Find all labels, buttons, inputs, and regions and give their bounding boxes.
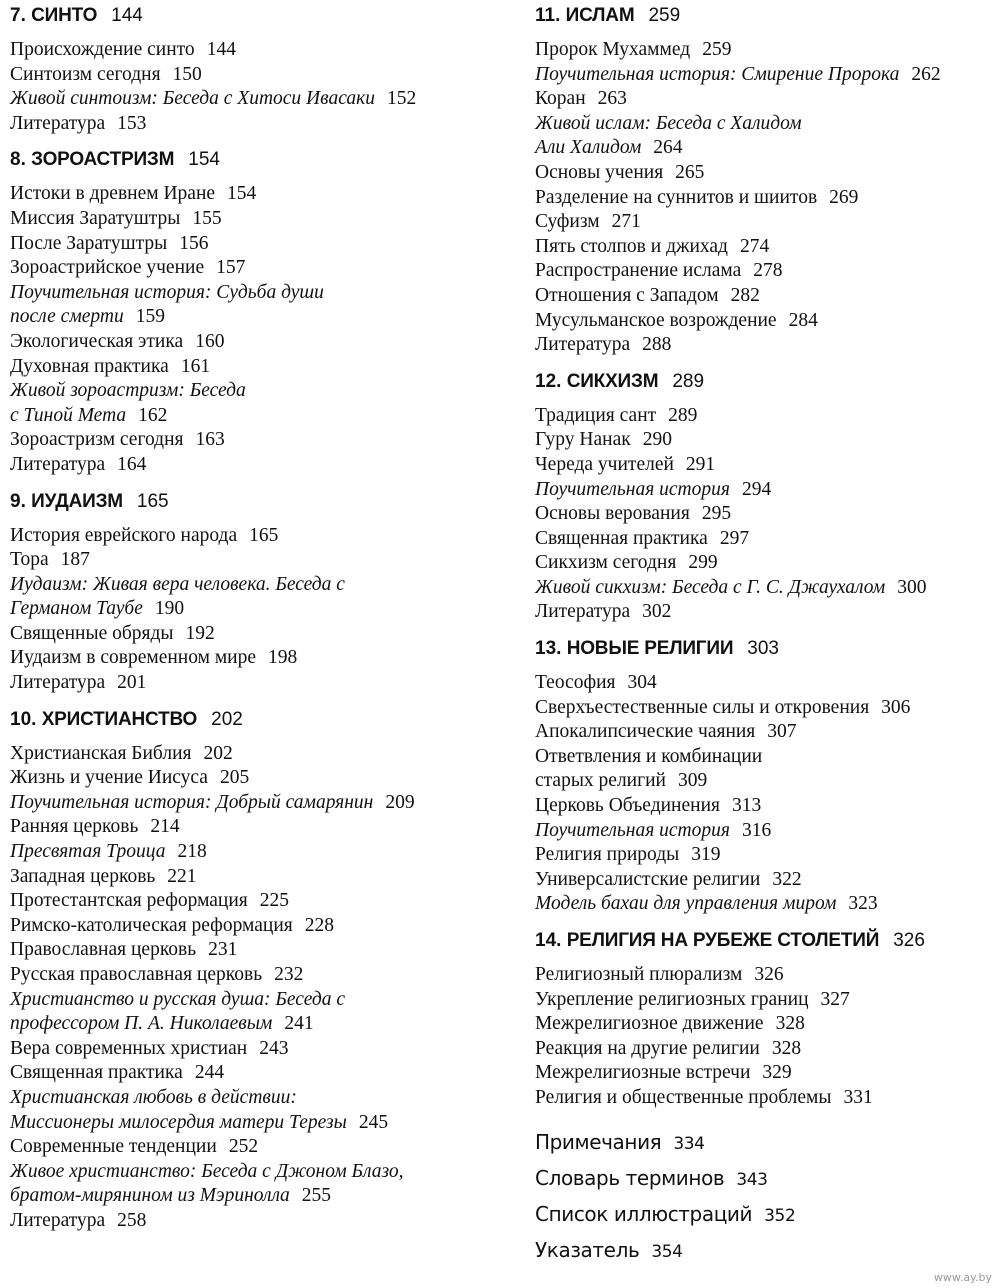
entry-page: 245 <box>358 1111 389 1133</box>
toc-entry <box>535 112 995 137</box>
toc-entry <box>535 696 995 721</box>
section-page: 326 <box>893 930 925 951</box>
watermark: www.ay.by <box>933 1271 992 1284</box>
toc-entry <box>10 815 510 840</box>
section-heading <box>10 486 510 514</box>
entry-page: 319 <box>691 844 721 866</box>
toc-entry <box>10 256 510 281</box>
entry-page: 327 <box>820 988 850 1010</box>
entry-page: 164 <box>117 453 147 475</box>
entry-title: История еврейского народа <box>10 524 238 546</box>
entry-title: Литература <box>10 453 106 475</box>
entry-title: Римско-католическая реформация <box>10 914 293 936</box>
entry-title: Реакция на другие религии <box>535 1037 760 1059</box>
toc-entry <box>535 38 995 63</box>
entry-title: Христианская Библия <box>10 742 192 764</box>
entry-title: Священная практика <box>10 1062 183 1084</box>
entry-title: Сверхъестественные силы и откровения <box>535 696 870 718</box>
entry-title: Литература <box>10 112 106 134</box>
entry-page: 155 <box>192 207 222 229</box>
toc-entry <box>10 1086 510 1111</box>
toc-entry <box>10 1111 510 1136</box>
section-heading <box>535 0 995 28</box>
extra-title: Примечания <box>535 1129 662 1154</box>
entry-title: Литература <box>10 1209 106 1231</box>
entry-title: Пророк Мухаммед <box>535 39 691 60</box>
entry-page: 328 <box>775 1013 805 1035</box>
entry-title: с Тиной Мета <box>10 404 127 426</box>
toc-entry <box>535 720 995 745</box>
entry-title: Иудаизм: Живая вера человека. Беседа с <box>10 573 345 595</box>
toc-section <box>535 0 995 358</box>
toc-entry <box>535 136 995 161</box>
toc-section <box>535 633 995 917</box>
entry-page: 289 <box>668 404 698 426</box>
toc-entry <box>10 1135 510 1160</box>
entry-title: Коран <box>535 88 586 110</box>
entry-page: 300 <box>897 576 927 598</box>
entry-page: 265 <box>675 161 705 183</box>
entry-title: Миссионеры милосердия матери Терезы <box>10 1111 347 1133</box>
entry-page: 209 <box>385 791 415 813</box>
toc-entry <box>535 210 995 235</box>
entry-title: Межрелигиозное движение <box>535 1013 764 1035</box>
entry-title: Суфизм <box>535 211 600 233</box>
entry-title: Экологическая этика <box>10 330 184 352</box>
entry-page: 252 <box>228 1136 259 1158</box>
entry-title: Апокалипсические чаяния <box>535 721 756 743</box>
entry-title: Современные тенденции <box>10 1136 217 1158</box>
toc-entry <box>10 840 510 865</box>
entry-page: 271 <box>611 211 641 233</box>
entry-title: Западная церковь <box>10 865 156 887</box>
section-title: СИНТО <box>31 5 98 26</box>
entry-page: 201 <box>117 672 147 694</box>
entry-page: 156 <box>179 232 209 254</box>
entry-title: Протестантская реформация <box>10 890 248 912</box>
toc-entry <box>10 112 510 137</box>
entry-title: Поучительная история: Смирение Пророка <box>535 63 900 85</box>
extra-title: Указатель <box>535 1237 640 1262</box>
entry-page: 205 <box>219 767 250 789</box>
entry-title: Поучительная история: Судьба души <box>10 281 324 303</box>
entry-page: 241 <box>284 1013 314 1035</box>
toc-extra-entry <box>535 1197 995 1233</box>
entry-title: Религия и общественные проблемы <box>535 1086 832 1108</box>
entry-title: Живой сикхизм: Беседа с Г. С. Джаухалом <box>535 576 886 598</box>
toc-entry <box>10 305 510 330</box>
section-entries <box>535 963 995 1111</box>
entry-page: 165 <box>249 524 279 546</box>
toc-right-column <box>535 0 995 1269</box>
entry-title: Основы учения <box>535 161 664 183</box>
entry-title: Ранняя церковь <box>10 816 139 838</box>
entry-page: 214 <box>150 816 180 838</box>
entry-title: После Заратуштры <box>10 232 168 254</box>
toc-entry <box>535 843 995 868</box>
entry-title: Гуру Нанак <box>535 429 631 451</box>
entry-page: 307 <box>767 721 797 743</box>
toc-extra-entry <box>535 1125 995 1161</box>
entry-title: Универсалистские религии <box>535 868 761 890</box>
section-number: 10. <box>10 708 37 730</box>
entry-page: 258 <box>117 1209 147 1231</box>
entry-page: 269 <box>829 186 859 208</box>
toc-entry <box>10 428 510 453</box>
entry-title: Православная церковь <box>10 939 197 961</box>
toc-entry <box>10 38 510 63</box>
toc-entry <box>10 914 510 939</box>
toc-entry <box>10 597 510 622</box>
entry-title: Происхождение синто <box>10 39 195 60</box>
entry-page: 160 <box>195 330 225 352</box>
extra-title: Словарь терминов <box>535 1165 725 1190</box>
entry-page: 259 <box>702 39 732 60</box>
entry-title: Миссия Заратуштры <box>10 207 181 229</box>
toc-entry <box>10 1061 510 1086</box>
toc-entry <box>10 963 510 988</box>
toc-entry <box>535 1037 995 1062</box>
entry-page: 202 <box>203 742 233 764</box>
entry-title: Церковь Объединения <box>535 795 720 817</box>
toc-entry <box>535 794 995 819</box>
entry-title: Основы верования <box>535 503 690 525</box>
entry-title: Череда учителей <box>535 453 674 475</box>
entry-page: 243 <box>259 1037 289 1059</box>
toc-entry <box>10 330 510 355</box>
entry-page: 144 <box>206 39 236 60</box>
toc-section <box>10 144 510 477</box>
toc-entry <box>535 259 995 284</box>
toc-entry <box>10 646 510 671</box>
entry-title: Поучительная история: Добрый самарянин <box>10 791 374 813</box>
toc-entry <box>10 865 510 890</box>
toc-entry <box>535 404 995 429</box>
section-entries <box>10 182 510 477</box>
toc-entry <box>10 182 510 207</box>
toc-left-column <box>10 0 510 1242</box>
entry-title: Укрепление религиозных границ <box>535 988 809 1010</box>
extra-page: 343 <box>736 1169 768 1190</box>
entry-title: Русская православная церковь <box>10 964 263 985</box>
toc-entry <box>10 355 510 380</box>
entry-page: 161 <box>180 355 211 377</box>
section-number: 9. <box>10 490 26 512</box>
toc-entry <box>10 232 510 257</box>
entry-page: 329 <box>762 1062 792 1084</box>
entry-page: 244 <box>194 1062 225 1084</box>
toc-entry <box>10 766 510 791</box>
toc-entry <box>10 453 510 478</box>
toc-entry <box>10 1209 510 1234</box>
entry-page: 313 <box>731 795 762 817</box>
entry-title: Али Халидом <box>535 137 642 159</box>
entry-title: Литература <box>535 601 631 623</box>
toc-entry <box>10 1160 510 1185</box>
entry-page: 278 <box>753 260 783 282</box>
entry-page: 331 <box>843 1086 873 1108</box>
section-page: 289 <box>672 370 705 392</box>
toc-entry <box>535 333 995 358</box>
section-heading <box>535 925 995 953</box>
entry-page: 225 <box>259 890 290 912</box>
entry-title: Зороастризм сегодня <box>10 429 184 451</box>
toc-entry <box>10 379 510 404</box>
entry-title: Тора <box>10 549 49 571</box>
toc-entry <box>535 671 995 696</box>
entry-page: 284 <box>788 309 818 331</box>
entry-page: 163 <box>195 429 225 451</box>
entry-page: 290 <box>642 429 672 451</box>
entry-title: Духовная практика <box>10 355 169 377</box>
toc-entry <box>10 1012 510 1037</box>
section-title: ИСЛАМ <box>565 5 635 26</box>
entry-title: Поучительная история <box>535 819 730 841</box>
entry-title: Жизнь и учение Иисуса <box>10 767 208 789</box>
entry-page: 274 <box>739 235 770 257</box>
section-number: 7. <box>10 5 26 26</box>
entry-page: 322 <box>772 868 802 890</box>
entry-page: 288 <box>642 334 672 356</box>
entry-title: Традиция сант <box>535 404 657 426</box>
toc-entry <box>10 671 510 696</box>
toc-entry <box>10 889 510 914</box>
entry-page: 221 <box>167 865 197 887</box>
entry-page: 326 <box>754 964 784 985</box>
toc-entry <box>10 1184 510 1209</box>
entry-page: 153 <box>117 112 147 134</box>
entry-title: Ответвления и комбинации <box>535 745 763 767</box>
toc-entry <box>535 87 995 112</box>
toc-entry <box>10 524 510 549</box>
entry-title: Разделение на суннитов и шиитов <box>535 186 818 208</box>
entry-title: Мусульманское возрождение <box>535 309 777 331</box>
entry-page: 150 <box>172 63 202 85</box>
section-entries <box>535 671 995 917</box>
toc-entry <box>535 600 995 625</box>
entry-page: 323 <box>848 893 878 915</box>
toc-extras <box>535 1125 995 1269</box>
entry-page: 306 <box>881 696 911 718</box>
toc-entry <box>10 63 510 88</box>
entry-title: Поучительная история <box>535 478 730 500</box>
entry-title: Религия природы <box>535 844 680 866</box>
section-entries <box>10 38 510 136</box>
entry-title: после смерти <box>10 306 124 328</box>
toc-entry <box>10 791 510 816</box>
entry-page: 328 <box>771 1037 802 1059</box>
extra-page: 352 <box>764 1205 796 1226</box>
toc-entry <box>535 963 995 988</box>
entry-title: Вера современных христиан <box>10 1037 248 1059</box>
entry-title: Священная практика <box>535 527 708 549</box>
entry-title: Литература <box>10 672 106 694</box>
toc-entry <box>10 573 510 598</box>
toc-entry <box>535 1012 995 1037</box>
entry-page: 264 <box>653 137 683 159</box>
entry-page: 309 <box>678 770 708 792</box>
toc-section <box>10 0 510 136</box>
entry-title: Иудаизм в современном мире <box>10 647 256 669</box>
toc-entry <box>535 576 995 601</box>
entry-title: Межрелигиозные встречи <box>535 1062 751 1084</box>
toc-entry <box>535 453 995 478</box>
toc-entry <box>535 428 995 453</box>
entry-page: 157 <box>216 257 246 279</box>
entry-title: Христианская любовь в действии: <box>10 1086 297 1108</box>
toc-section <box>10 704 510 1234</box>
entry-page: 198 <box>268 647 298 669</box>
entry-page: 162 <box>138 404 168 426</box>
entry-title: Распространение ислама <box>535 260 742 282</box>
entry-title: Живой зороастризм: Беседа <box>10 380 246 402</box>
section-page: 154 <box>188 149 220 171</box>
entry-title: братом-мирянином из Мэриноллa <box>10 1185 290 1207</box>
entry-title: Отношения с Западом <box>535 284 719 306</box>
entry-page: 299 <box>688 552 718 574</box>
section-page: 303 <box>747 638 779 660</box>
toc-entry <box>535 527 995 552</box>
toc-entry <box>10 281 510 306</box>
entry-page: 255 <box>301 1185 332 1207</box>
entry-page: 231 <box>208 939 238 961</box>
entry-page: 152 <box>387 88 417 110</box>
section-page: 165 <box>136 490 169 512</box>
toc-entry <box>535 235 995 260</box>
toc-entry <box>535 186 995 211</box>
entry-page: 263 <box>597 88 627 110</box>
entry-title: профессором П. А. Николаевым <box>10 1013 273 1035</box>
section-number: 11. <box>535 5 561 26</box>
entry-page: 295 <box>701 503 732 525</box>
section-heading <box>535 633 995 661</box>
entry-page: 316 <box>741 819 772 841</box>
extra-title: Список иллюстраций <box>535 1201 753 1226</box>
toc-entry <box>10 87 510 112</box>
toc-entry <box>535 502 995 527</box>
entry-page: 282 <box>730 284 760 306</box>
section-number: 14. <box>535 930 562 951</box>
entry-page: 192 <box>185 622 215 644</box>
entry-title: Пресвятая Троица <box>10 841 166 863</box>
toc-entry <box>10 404 510 429</box>
section-entries <box>535 38 995 358</box>
toc-entry <box>535 769 995 794</box>
section-heading <box>535 366 995 394</box>
section-title: РЕЛИГИЯ НА РУБЕЖЕ СТОЛЕТИЙ <box>566 930 880 951</box>
entry-title: Христианство и русская душа: Беседа с <box>10 988 346 1010</box>
toc-entry <box>535 551 995 576</box>
entry-title: Пять столпов и джихад <box>535 235 728 257</box>
entry-page: 154 <box>227 183 257 205</box>
section-entries <box>10 524 510 696</box>
section-page: 202 <box>211 708 243 730</box>
toc-entry <box>535 868 995 893</box>
entry-page: 190 <box>154 598 185 620</box>
toc-entry <box>10 207 510 232</box>
section-title: ИУДАИЗМ <box>31 490 123 512</box>
toc-section <box>10 486 510 696</box>
toc-entry <box>535 892 995 917</box>
section-number: 13. <box>535 638 562 660</box>
toc-section <box>535 925 995 1111</box>
toc-entry <box>535 309 995 334</box>
entry-title: Религиозный плюрализм <box>535 964 743 985</box>
section-title: СИКХИЗМ <box>566 370 659 392</box>
entry-page: 297 <box>719 527 750 549</box>
section-title: ЗОРОАСТРИЗМ <box>31 149 175 171</box>
entry-page: 159 <box>135 306 166 328</box>
extra-page: 334 <box>673 1133 705 1154</box>
toc-entry <box>535 745 995 770</box>
entry-title: Священные обряды <box>10 622 174 644</box>
entry-title: Синтоизм сегодня <box>10 63 161 85</box>
toc-entry <box>535 819 995 844</box>
entry-title: Теософия <box>535 672 616 694</box>
section-number: 8. <box>10 149 26 171</box>
entry-title: Сикхизм сегодня <box>535 552 677 574</box>
toc-entry <box>535 1061 995 1086</box>
entry-page: 304 <box>627 672 657 694</box>
entry-page: 294 <box>741 478 772 500</box>
toc-entry <box>535 988 995 1013</box>
entry-title: Зороастрийское учение <box>10 257 205 279</box>
entry-page: 232 <box>274 964 304 985</box>
entry-title: Живое христианство: Беседа с Джоном Блазо, <box>10 1160 404 1182</box>
toc-entry <box>10 548 510 573</box>
section-heading <box>10 0 510 28</box>
section-page: 259 <box>648 5 681 26</box>
section-heading <box>10 704 510 732</box>
entry-title: Германом Таубе <box>10 598 143 620</box>
section-page: 144 <box>111 5 143 26</box>
toc-extra-entry <box>535 1233 995 1269</box>
toc-entry <box>535 478 995 503</box>
section-number: 12. <box>535 370 562 392</box>
entry-page: 218 <box>177 841 207 863</box>
toc-extra-entry <box>535 1161 995 1197</box>
section-entries <box>535 404 995 625</box>
toc-entry <box>10 988 510 1013</box>
extra-page: 354 <box>651 1241 683 1262</box>
toc-entry <box>535 161 995 186</box>
toc-entry <box>535 284 995 309</box>
section-heading <box>10 144 510 172</box>
entry-page: 262 <box>911 63 941 85</box>
entry-page: 228 <box>304 914 334 936</box>
entry-title: старых религий <box>535 770 666 792</box>
entry-page: 302 <box>642 601 672 623</box>
toc-section <box>535 366 995 625</box>
entry-title: Живой ислам: Беседа с Халидом <box>535 112 802 134</box>
section-title: НОВЫЕ РЕЛИГИИ <box>566 638 734 660</box>
toc-entry <box>10 938 510 963</box>
section-entries <box>10 742 510 1234</box>
entry-page: 187 <box>60 549 90 571</box>
toc-entry <box>10 1037 510 1062</box>
toc-entry <box>535 63 995 88</box>
toc-entry <box>10 622 510 647</box>
entry-page: 291 <box>685 453 716 475</box>
entry-title: Истоки в древнем Иране <box>10 183 216 205</box>
toc-entry <box>10 742 510 767</box>
toc-entry <box>535 1086 995 1111</box>
entry-title: Модель бахаи для управления миром <box>535 893 837 915</box>
entry-title: Литература <box>535 334 631 356</box>
section-title: ХРИСТИАНСТВО <box>41 708 198 730</box>
entry-title: Живой синтоизм: Беседа с Хитоси Ивасаки <box>10 88 375 110</box>
